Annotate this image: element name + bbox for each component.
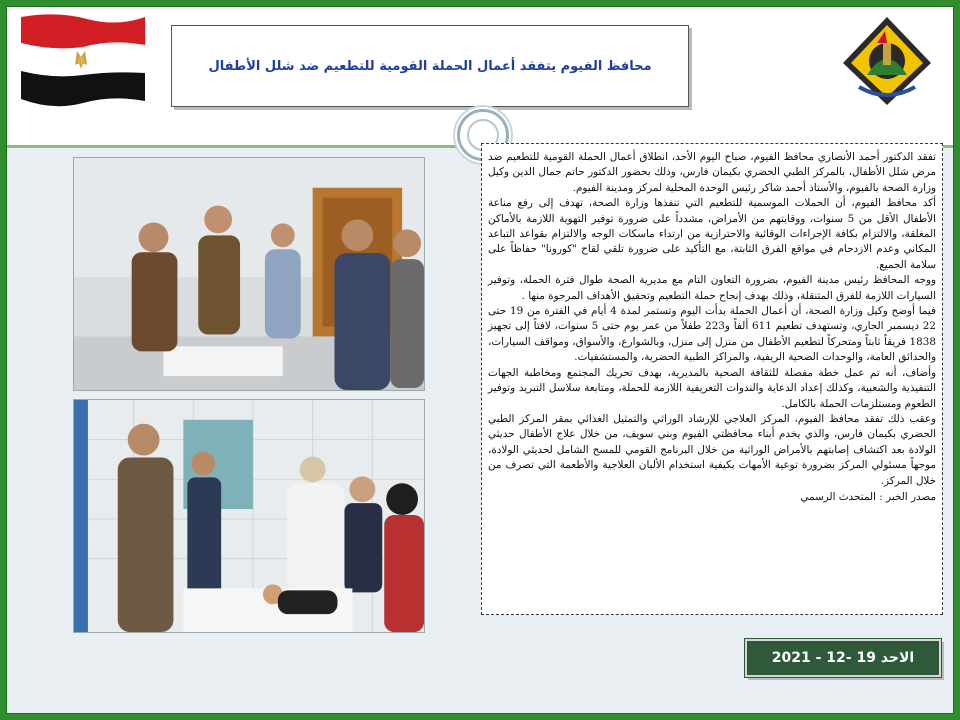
- egypt-flag-icon: [17, 11, 149, 107]
- article-paragraph: وعقب ذلك تفقد محافظ الفيوم، المركز العلاجي للإرشاد الوراثي والتمثيل الغذائي بمقر المركز الطبي الحضري بكيمان فارس، والذي يخدم أبناء محافظتي الفيوم وبني سويف، من خلال علاج الأطفال حديثي الولادة بعد اكتشاف إصابتهم بالأمراض الوراثية من خلال البرنامج القومي للمسح الشامل لحديثي الولادة، موجهاً مسئولي المركز بضرورة توعية الأمهات بكيفية استخدام الألبان العلاجية والأطعمة التي تصرف من خلال المركز.: [488, 412, 936, 487]
- publish-date: الاحد 19 -12 - 2021: [771, 650, 915, 666]
- date-banner: [745, 639, 941, 677]
- news-source: مصدر الخبر : المتحدث الرسمي: [800, 490, 936, 503]
- article-paragraph: تفقد الدكتور أحمد الأنصاري محافظ الفيوم، صباح اليوم الأحد، انطلاق أعمال الحملة القومية للتطعيم ضد مرض شلل الأطفال، بالمركز الطبي الحضري بكيمان فارس، وذلك بحضور الدكتور حاتم جمال الدين وكيل وزارة الصحة بالفيوم، والأستاذ أحمد شاكر رئيس الوحدة المحلية لمركز ومدينة الفيوم.: [488, 151, 936, 194]
- governor-inspection-photo: [73, 157, 425, 391]
- child-vaccination-photo: [73, 399, 425, 633]
- article-paragraph: ووجه المحافظ رئيس مدينة الفيوم، بضرورة التعاون التام مع مديرية الصحة طوال فترة الحملة، وتوفير السيارات اللازمة للفرق المتنقلة، وذلك بهدف إنجاح حملة التطعيم وتحقيق الأهداف المرجوة منها .: [488, 274, 936, 302]
- page-frame: [6, 6, 954, 714]
- article-paragraph: فيما أوضح وكيل وزارة الصحة، أن أعمال الحملة بدأت اليوم وتستمر لمدة 4 أيام في الفترة من 19 حتى 22 ديسمبر الجاري، وتستهدف تطعيم 611 ألفاً و223 طفلاً من عمر يوم حتى 5 سنوات، لافتاً إلى تجهيز 1838 فريقاً ثابتاً ومتحركاً لتطعيم الأطفال من منزل إلى منزل، وبالشوارع، والأسواق، ومواقف السيارات، والحدائق العامة، والوحدات الصحية الريفية، والمراكز الطبية الحضرية، والمستشفيات.: [488, 305, 936, 364]
- title-box: [171, 25, 689, 107]
- page-title: محافظ الفيوم يتفقد أعمال الحملة القومية للتطعيم ضد شلل الأطفال: [208, 58, 652, 74]
- article-paragraph: أكد محافظ الفيوم، أن الحملات الموسمية للتطعيم التي تنفذها وزارة الصحة، تهدف إلى رفع مناعة الأطفال الأقل من 5 سنوات، ووقايتهم من الأمراض، مشدداً على ضرورة توفير التهوية اللازمة بالأماكن المغلقة، والالتزام بكافة الإجراءات الوقائية والاحترازية من ارتداء ماسكات الوجه والالتزام بقواعد التباعد المكاني وعدم الازدحام في مواقع الفرق الثابتة، مع التأكيد على ضرورة تلقي لقاح "كورونا" حفاظاً على سلامة الجميع.: [488, 197, 937, 271]
- governorate-logo-icon: [837, 13, 937, 109]
- article-paragraph: وأضاف، أنه تم عمل خطة مفصلة للثقافة الصحية بالمديرية، بهدف تحريك المجتمع ومخاطبة الجهات التنفيذية والشعبية، وكذلك إعداد الدعاية والندوات التعريفية اللازمة للحملة، ومتابعة سلاسل التبريد وتوفير الطعوم ومستلزمات الحملة بالكامل.: [488, 366, 936, 410]
- article-body: [481, 143, 943, 615]
